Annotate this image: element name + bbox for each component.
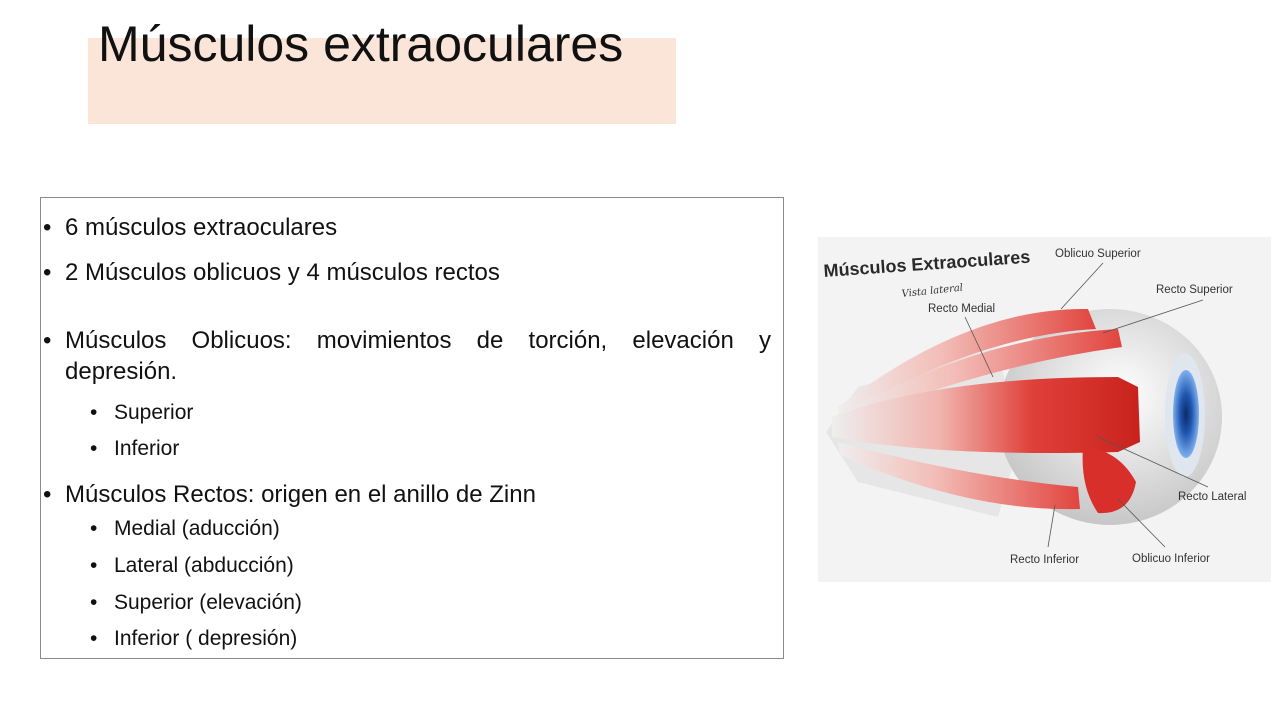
- eye-muscles-illustration: [818, 237, 1271, 582]
- bullet-count: • 6 músculos extraoculares: [65, 212, 765, 243]
- diagram-subheading: Vista lateral: [901, 282, 964, 300]
- content-box: [40, 197, 784, 659]
- label-oblicuo-inferior: Oblicuo Inferior: [1132, 553, 1210, 565]
- label-oblicuo-superior: Oblicuo Superior: [1055, 248, 1141, 260]
- bullet-rectos: • Músculos Rectos: origen en el anillo de Zinn: [65, 479, 765, 510]
- sub-bullet-medial: • Medial (aducción): [114, 515, 280, 543]
- slide-title: Músculos extraoculares: [98, 16, 624, 72]
- sub-bullet-lateral: • Lateral (abducción): [114, 552, 294, 580]
- sub-bullet-inferior: • Inferior ( depresión): [114, 625, 297, 653]
- bullet-oblicuos: • Músculos Oblicuos: movimientos de torción, elevación y depresión.: [65, 325, 771, 387]
- bullet-groups: • 2 Músculos oblicuos y 4 músculos rectos: [65, 257, 765, 288]
- label-recto-medial: Recto Medial: [928, 303, 996, 315]
- sub-bullet-oblicuo-superior: • Superior: [114, 399, 193, 427]
- sub-bullet-oblicuo-inferior: • Inferior: [114, 435, 179, 463]
- iris: [1173, 370, 1199, 458]
- label-recto-inferior: Recto Inferior: [1010, 554, 1080, 566]
- label-recto-lateral: Recto Lateral: [1178, 491, 1247, 503]
- label-recto-superior: Recto Superior: [1156, 284, 1233, 296]
- diagram-heading: Músculos Extraoculares: [822, 246, 1031, 281]
- eye-muscles-diagram: [818, 237, 1271, 582]
- sub-bullet-superior: • Superior (elevación): [114, 589, 302, 617]
